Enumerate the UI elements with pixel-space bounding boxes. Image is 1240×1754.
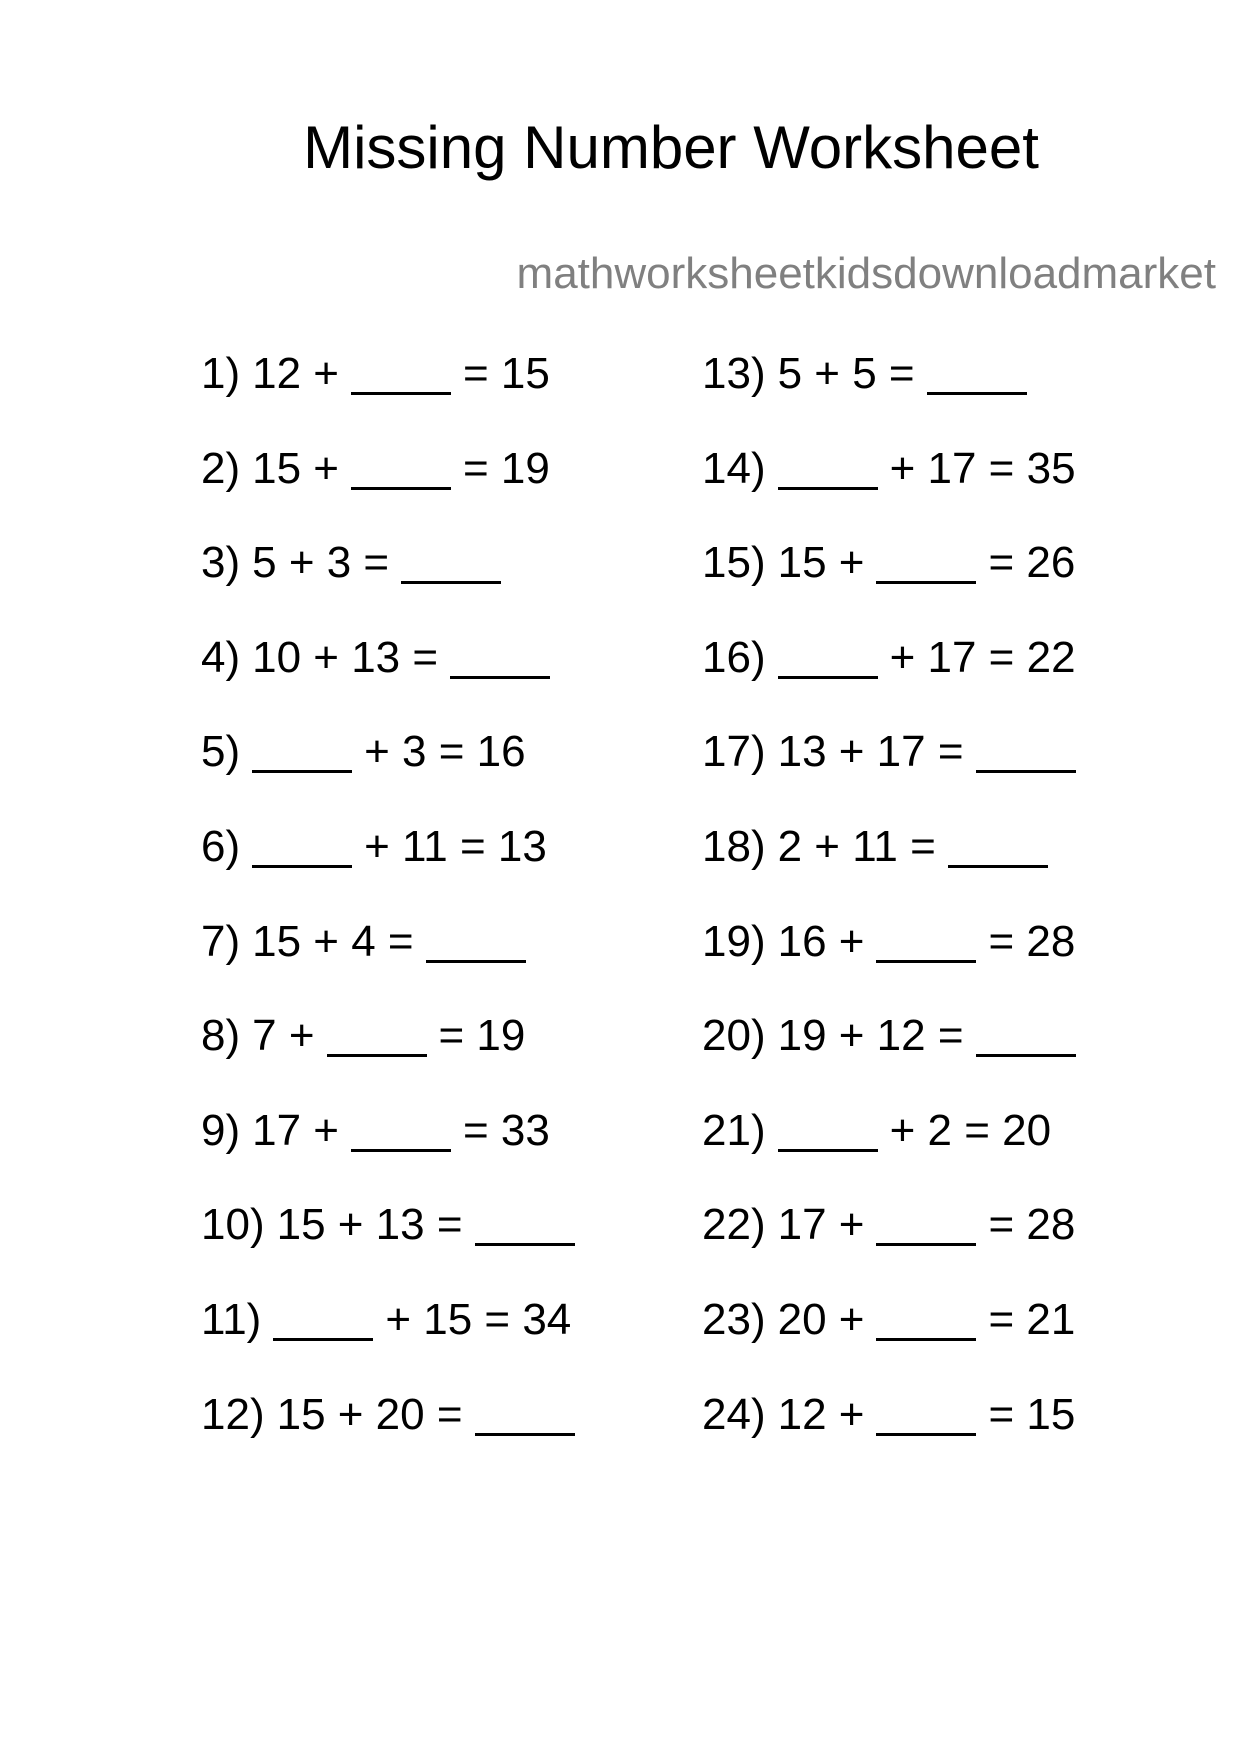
problem-expression: + 3 = 16 <box>364 727 526 777</box>
problem-expression: 15 + <box>252 443 339 493</box>
problem-expression: 15 + 4 = <box>252 916 414 966</box>
problem-expression: 15 + <box>777 538 865 588</box>
problem-number: 24) <box>702 1389 766 1439</box>
problem-item <box>201 916 587 1015</box>
problem-number: 23) <box>702 1294 766 1344</box>
problem-number: 5) <box>201 727 241 777</box>
problem-number: 21) <box>702 1105 766 1155</box>
problem-expression: + 17 = 35 <box>889 443 1076 493</box>
answer-blank[interactable] <box>475 1393 575 1436</box>
problem-expression: = 21 <box>988 1294 1076 1344</box>
answer-blank[interactable] <box>927 352 1027 395</box>
problem-item <box>201 538 587 636</box>
problem-item <box>702 538 1088 636</box>
problem-number: 8) <box>201 1011 241 1061</box>
answer-blank[interactable] <box>778 636 878 679</box>
problem-expression: + 15 = 34 <box>385 1294 572 1344</box>
problem-column-left <box>201 349 587 1487</box>
problem-expression: = 33 <box>463 1105 550 1155</box>
answer-blank[interactable] <box>778 447 878 490</box>
problem-item <box>702 1200 1088 1298</box>
problem-number: 4) <box>201 632 241 682</box>
problem-expression: 10 + 13 = <box>252 632 439 682</box>
answer-blank[interactable] <box>450 636 550 679</box>
answer-blank[interactable] <box>475 1203 575 1246</box>
problem-item <box>702 1389 1088 1488</box>
problem-expression: 12 + <box>777 1389 865 1439</box>
problem-item <box>201 1011 587 1109</box>
problem-item <box>702 727 1088 825</box>
problem-item <box>702 821 1088 920</box>
problem-expression: = 19 <box>463 443 550 493</box>
problem-item <box>201 1105 587 1204</box>
problem-expression: = 26 <box>988 538 1076 588</box>
answer-blank[interactable] <box>976 1014 1076 1057</box>
answer-blank[interactable] <box>273 1298 373 1341</box>
problem-item <box>201 1389 587 1488</box>
answer-blank[interactable] <box>351 447 451 490</box>
problem-number: 2) <box>201 443 241 493</box>
problem-item <box>201 821 587 920</box>
problem-item <box>702 1294 1088 1393</box>
problem-expression: 20 + <box>777 1294 865 1344</box>
answer-blank[interactable] <box>252 730 352 773</box>
problem-expression: 2 + 11 = <box>777 821 936 871</box>
problem-expression: = 28 <box>988 1200 1076 1250</box>
problem-expression: = 19 <box>438 1011 526 1061</box>
problem-expression: + 17 = 22 <box>889 632 1076 682</box>
problem-item <box>201 443 587 542</box>
problem-number: 22) <box>702 1200 766 1250</box>
watermark-text: mathworksheetkidsdownloadmarket <box>516 249 1216 298</box>
problem-item <box>702 1105 1088 1204</box>
problem-number: 6) <box>201 821 241 871</box>
worksheet-title: Missing Number Worksheet <box>303 114 1039 181</box>
problem-item <box>702 632 1088 731</box>
problem-item <box>702 349 1088 447</box>
problem-expression: 13 + 17 = <box>777 727 964 777</box>
problem-item <box>201 1294 587 1393</box>
problem-number: 9) <box>201 1105 241 1155</box>
answer-blank[interactable] <box>401 541 501 584</box>
answer-blank[interactable] <box>252 825 352 868</box>
problem-number: 17) <box>702 727 766 777</box>
problem-item <box>702 1011 1088 1109</box>
problem-expression: 12 + <box>252 349 339 398</box>
problem-expression: 17 + <box>252 1105 339 1155</box>
answer-blank[interactable] <box>876 1393 976 1436</box>
problem-number: 19) <box>702 916 766 966</box>
problem-number: 20) <box>702 1011 766 1061</box>
problem-expression: 15 + 13 = <box>276 1200 463 1250</box>
problem-number: 14) <box>702 443 766 493</box>
problem-number: 10) <box>201 1200 265 1250</box>
problem-number: 3) <box>201 538 241 588</box>
problem-number: 7) <box>201 916 241 966</box>
answer-blank[interactable] <box>778 1109 878 1152</box>
problem-number: 12) <box>201 1389 265 1439</box>
answer-blank[interactable] <box>351 352 451 395</box>
problem-expression: = 15 <box>988 1389 1076 1439</box>
problem-number: 16) <box>702 632 766 682</box>
problem-number: 13) <box>702 349 766 398</box>
answer-blank[interactable] <box>948 825 1048 868</box>
problem-expression: 5 + 5 = <box>777 349 915 398</box>
answer-blank[interactable] <box>876 541 976 584</box>
answer-blank[interactable] <box>426 920 526 963</box>
problem-number: 11) <box>201 1294 262 1344</box>
problem-expression: + 2 = 20 <box>889 1105 1052 1155</box>
problem-expression: 7 + <box>252 1011 315 1061</box>
problem-number: 18) <box>702 821 766 871</box>
answer-blank[interactable] <box>327 1014 427 1057</box>
problem-expression: = 28 <box>988 916 1076 966</box>
problem-expression: 15 + 20 = <box>276 1389 463 1439</box>
answer-blank[interactable] <box>976 730 1076 773</box>
problem-number: 15) <box>702 538 766 588</box>
problem-item <box>702 916 1088 1015</box>
problem-expression: 17 + <box>777 1200 865 1250</box>
answer-blank[interactable] <box>876 1203 976 1246</box>
answer-blank[interactable] <box>876 1298 976 1341</box>
problem-number: 1) <box>201 349 241 398</box>
problem-expression: 5 + 3 = <box>252 538 390 588</box>
problem-item <box>201 1200 587 1298</box>
problem-item <box>201 632 587 731</box>
problem-expression: = 15 <box>463 349 550 398</box>
problem-item <box>201 727 587 825</box>
problem-expression: 16 + <box>777 916 865 966</box>
problem-expression: 19 + 12 = <box>777 1011 964 1061</box>
problem-item <box>702 443 1088 542</box>
problem-expression: + 11 = 13 <box>364 821 547 871</box>
answer-blank[interactable] <box>876 920 976 963</box>
problem-column-right <box>702 349 1088 1487</box>
problem-item <box>201 349 587 447</box>
answer-blank[interactable] <box>351 1109 451 1152</box>
